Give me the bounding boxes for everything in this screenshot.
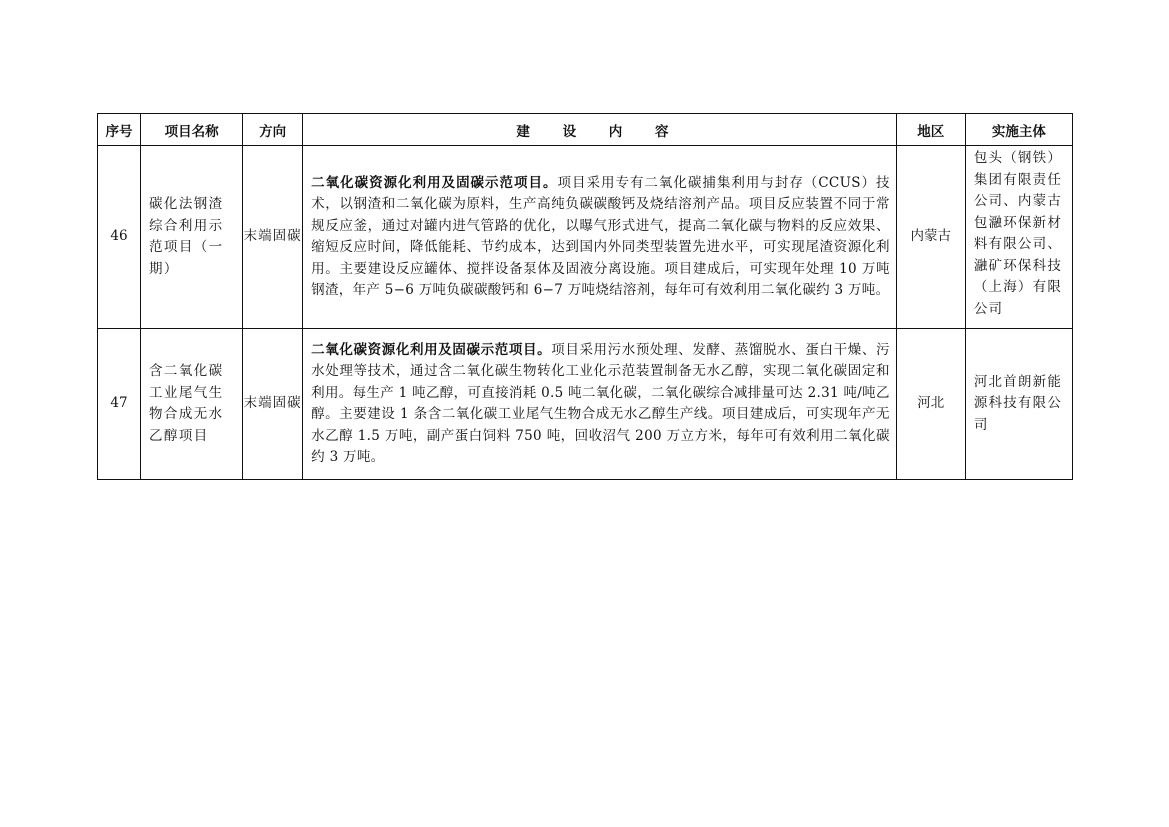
project-region: 河北: [896, 329, 965, 480]
project-table-page: [97, 113, 1073, 480]
header-direction: 方向: [243, 114, 303, 146]
content-lead: 二氧化碳资源化利用及固碳示范项目。: [311, 341, 552, 358]
table-row: [98, 146, 1073, 329]
row-number: 46: [98, 146, 141, 329]
project-region: 内蒙古: [896, 146, 965, 329]
project-owner: 河北首朗新能源科技有限公司: [965, 329, 1072, 480]
project-name: 含二氧化碳工业尾气生物合成无水乙醇项目: [141, 329, 243, 480]
project-name: 碳化法钢渣综合利用示范项目（一期）: [141, 146, 243, 329]
project-direction: 末端固碳: [243, 146, 303, 329]
header-owner: 实施主体: [965, 114, 1072, 146]
project-content: [303, 146, 897, 329]
header-no: 序号: [98, 114, 141, 146]
project-owner: 包头（钢铁）集团有限责任公司、内蒙古包瀜环保新材料有限公司、瀜矿环保科技（上海）有限公司: [965, 146, 1072, 329]
header-region: 地区: [896, 114, 965, 146]
table-header-row: [98, 114, 1073, 146]
header-name: 项目名称: [141, 114, 243, 146]
project-content: [303, 329, 897, 480]
project-direction: 末端固碳: [243, 329, 303, 480]
project-table: [97, 113, 1073, 480]
row-number: 47: [98, 329, 141, 480]
content-body: 项目采用专有二氧化碳捕集利用与封存（CCUS）技术，以钢渣和二氧化碳为原料，生产高纯负碳碳酸钙及烧结溶剂产品。项目反应装置不同于常规反应釜，通过对罐内进气管路的优化，以曝气形式进气，提高二氧化碳与物料的反应效果、缩短反应时间，降低能耗、节约成本，达到国内外同类型装置先进水平，可实现尾渣资源化利用。主要建设反应罐体、搅拌设备泵体及固液分离设施。项目建成后，可实现年处理 10 万吨钢渣，年产 5−6 万吨负碳碳酸钙和 6−7 万吨烧结溶剂，每年可有效利用二氧化碳约 3 万吨。: [311, 174, 890, 298]
content-body: 项目采用污水预处理、发酵、蒸馏脱水、蛋白干燥、污水处理等技术，通过含二氧化碳生物转化工业化示范装置制备无水乙醇，实现二氧化碳固定和利用。每生产 1 吨乙醇，可直接消耗 0.5 吨二氧化碳，二氧化碳综合减排量可达 2.31 吨/吨乙醇。主要建设 1 条含二氧化碳工业尾气生物合成无水乙醇生产线。项目建成后，可实现年产无水乙醇 1.5 万吨，副产蛋白饲料 750 吨，回收沼气 200 万立方米，每年可有效利用二氧化碳约 3 万吨。: [311, 341, 890, 465]
table-row: [98, 329, 1073, 480]
header-content: 建 设 内 容: [303, 114, 897, 146]
content-lead: 二氧化碳资源化利用及固碳示范项目。: [311, 174, 558, 191]
